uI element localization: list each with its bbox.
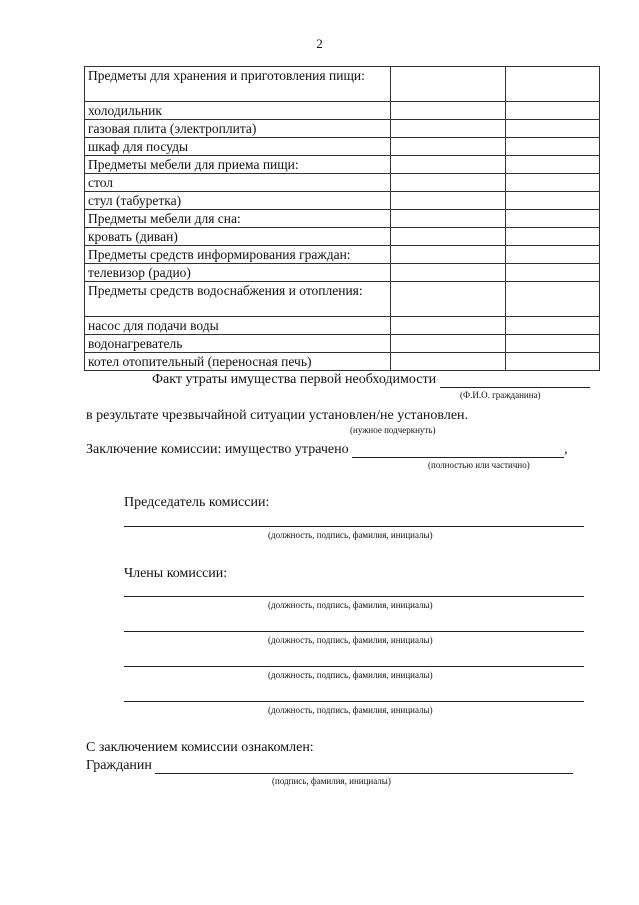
item-name-cell: стол — [85, 174, 391, 192]
table-row — [85, 102, 600, 120]
value-cell[interactable] — [391, 210, 506, 228]
table-row — [85, 174, 600, 192]
value-cell[interactable] — [391, 156, 506, 174]
item-name-cell: шкаф для посуды — [85, 138, 391, 156]
fact-citizen-field[interactable] — [440, 373, 590, 388]
item-name-cell: газовая плита (электроплита) — [85, 120, 391, 138]
conclusion-field[interactable] — [352, 443, 564, 458]
citizen-signature-field[interactable] — [155, 759, 573, 774]
page-number: 2 — [316, 36, 323, 51]
value-cell[interactable] — [506, 335, 600, 353]
table-row — [85, 120, 600, 138]
value-cell[interactable] — [391, 138, 506, 156]
value-cell[interactable] — [506, 120, 600, 138]
value-cell[interactable] — [506, 138, 600, 156]
value-cell[interactable] — [506, 174, 600, 192]
member-signature-line-4[interactable] — [124, 701, 584, 702]
item-name-cell: котел отопительный (переносная печь) — [85, 353, 391, 371]
conclusion-line — [86, 442, 568, 458]
item-name-cell: стул (табуретка) — [85, 192, 391, 210]
value-cell[interactable] — [391, 228, 506, 246]
category-cell: Предметы мебели для сна: — [85, 210, 391, 228]
citizen-line — [86, 758, 573, 774]
value-cell[interactable] — [391, 192, 506, 210]
value-cell[interactable] — [506, 192, 600, 210]
table-row — [85, 335, 600, 353]
value-cell[interactable] — [391, 317, 506, 335]
acknowledgement-text: С заключением комиссии ознакомлен: — [86, 740, 314, 755]
category-cell: Предметы средств водоснабжения и отопления: — [85, 282, 391, 317]
value-cell[interactable] — [391, 282, 506, 317]
member-caption-2: (должность, подпись, фамилия, инициалы) — [268, 635, 433, 645]
value-cell[interactable] — [506, 317, 600, 335]
value-cell[interactable] — [506, 264, 600, 282]
value-cell[interactable] — [506, 246, 600, 264]
value-cell[interactable] — [506, 102, 600, 120]
member-caption-4: (должность, подпись, фамилия, инициалы) — [268, 705, 433, 715]
item-name-cell: насос для подачи воды — [85, 317, 391, 335]
value-cell[interactable] — [506, 210, 600, 228]
value-cell[interactable] — [391, 120, 506, 138]
table-row — [85, 246, 600, 264]
table-row — [85, 282, 600, 317]
table-row — [85, 67, 600, 102]
item-name-cell: холодильник — [85, 102, 391, 120]
value-cell[interactable] — [506, 353, 600, 371]
table-row — [85, 156, 600, 174]
chairman-signature-line[interactable] — [124, 526, 584, 527]
value-cell[interactable] — [391, 102, 506, 120]
conclusion-comma: , — [564, 442, 568, 457]
table-row — [85, 264, 600, 282]
member-signature-line-3[interactable] — [124, 666, 584, 667]
fact-caption: (Ф.И.О. гражданина) — [460, 390, 541, 400]
table-row — [85, 317, 600, 335]
table-row — [85, 353, 600, 371]
table-row — [85, 138, 600, 156]
table-row — [85, 192, 600, 210]
conclusion-caption: (полностью или частично) — [428, 460, 530, 470]
value-cell[interactable] — [391, 264, 506, 282]
citizen-caption: (подпись, фамилия, инициалы) — [272, 776, 391, 786]
value-cell[interactable] — [391, 353, 506, 371]
value-cell[interactable] — [391, 246, 506, 264]
value-cell[interactable] — [506, 67, 600, 102]
item-name-cell: кровать (диван) — [85, 228, 391, 246]
chairman-label: Председатель комиссии: — [124, 495, 270, 510]
fact-text: Факт утраты имущества первой необходимости — [152, 372, 437, 387]
member-caption-1: (должность, подпись, фамилия, инициалы) — [268, 600, 433, 610]
value-cell[interactable] — [506, 228, 600, 246]
member-signature-line-1[interactable] — [124, 596, 584, 597]
item-name-cell: водонагреватель — [85, 335, 391, 353]
value-cell[interactable] — [391, 174, 506, 192]
category-cell: Предметы средств информирования граждан: — [85, 246, 391, 264]
conclusion-text: Заключение комиссии: имущество утрачено — [86, 442, 349, 457]
value-cell[interactable] — [506, 282, 600, 317]
table-row — [85, 228, 600, 246]
category-cell: Предметы мебели для приема пищи: — [85, 156, 391, 174]
member-caption-3: (должность, подпись, фамилия, инициалы) — [268, 670, 433, 680]
fact-line-2: в результате чрезвычайной ситуации установлен/не установлен. — [86, 408, 469, 423]
category-cell: Предметы для хранения и приготовления пищи: — [85, 67, 391, 102]
value-cell[interactable] — [506, 156, 600, 174]
value-cell[interactable] — [391, 67, 506, 102]
property-table — [84, 66, 600, 371]
value-cell[interactable] — [391, 335, 506, 353]
fact-caption-2: (нужное подчеркнуть) — [350, 425, 436, 435]
fact-line — [152, 372, 590, 388]
citizen-label: Гражданин — [86, 758, 152, 773]
members-label: Члены комиссии: — [124, 566, 228, 581]
chairman-caption: (должность, подпись, фамилия, инициалы) — [268, 530, 433, 540]
item-name-cell: телевизор (радио) — [85, 264, 391, 282]
table-row — [85, 210, 600, 228]
member-signature-line-2[interactable] — [124, 631, 584, 632]
